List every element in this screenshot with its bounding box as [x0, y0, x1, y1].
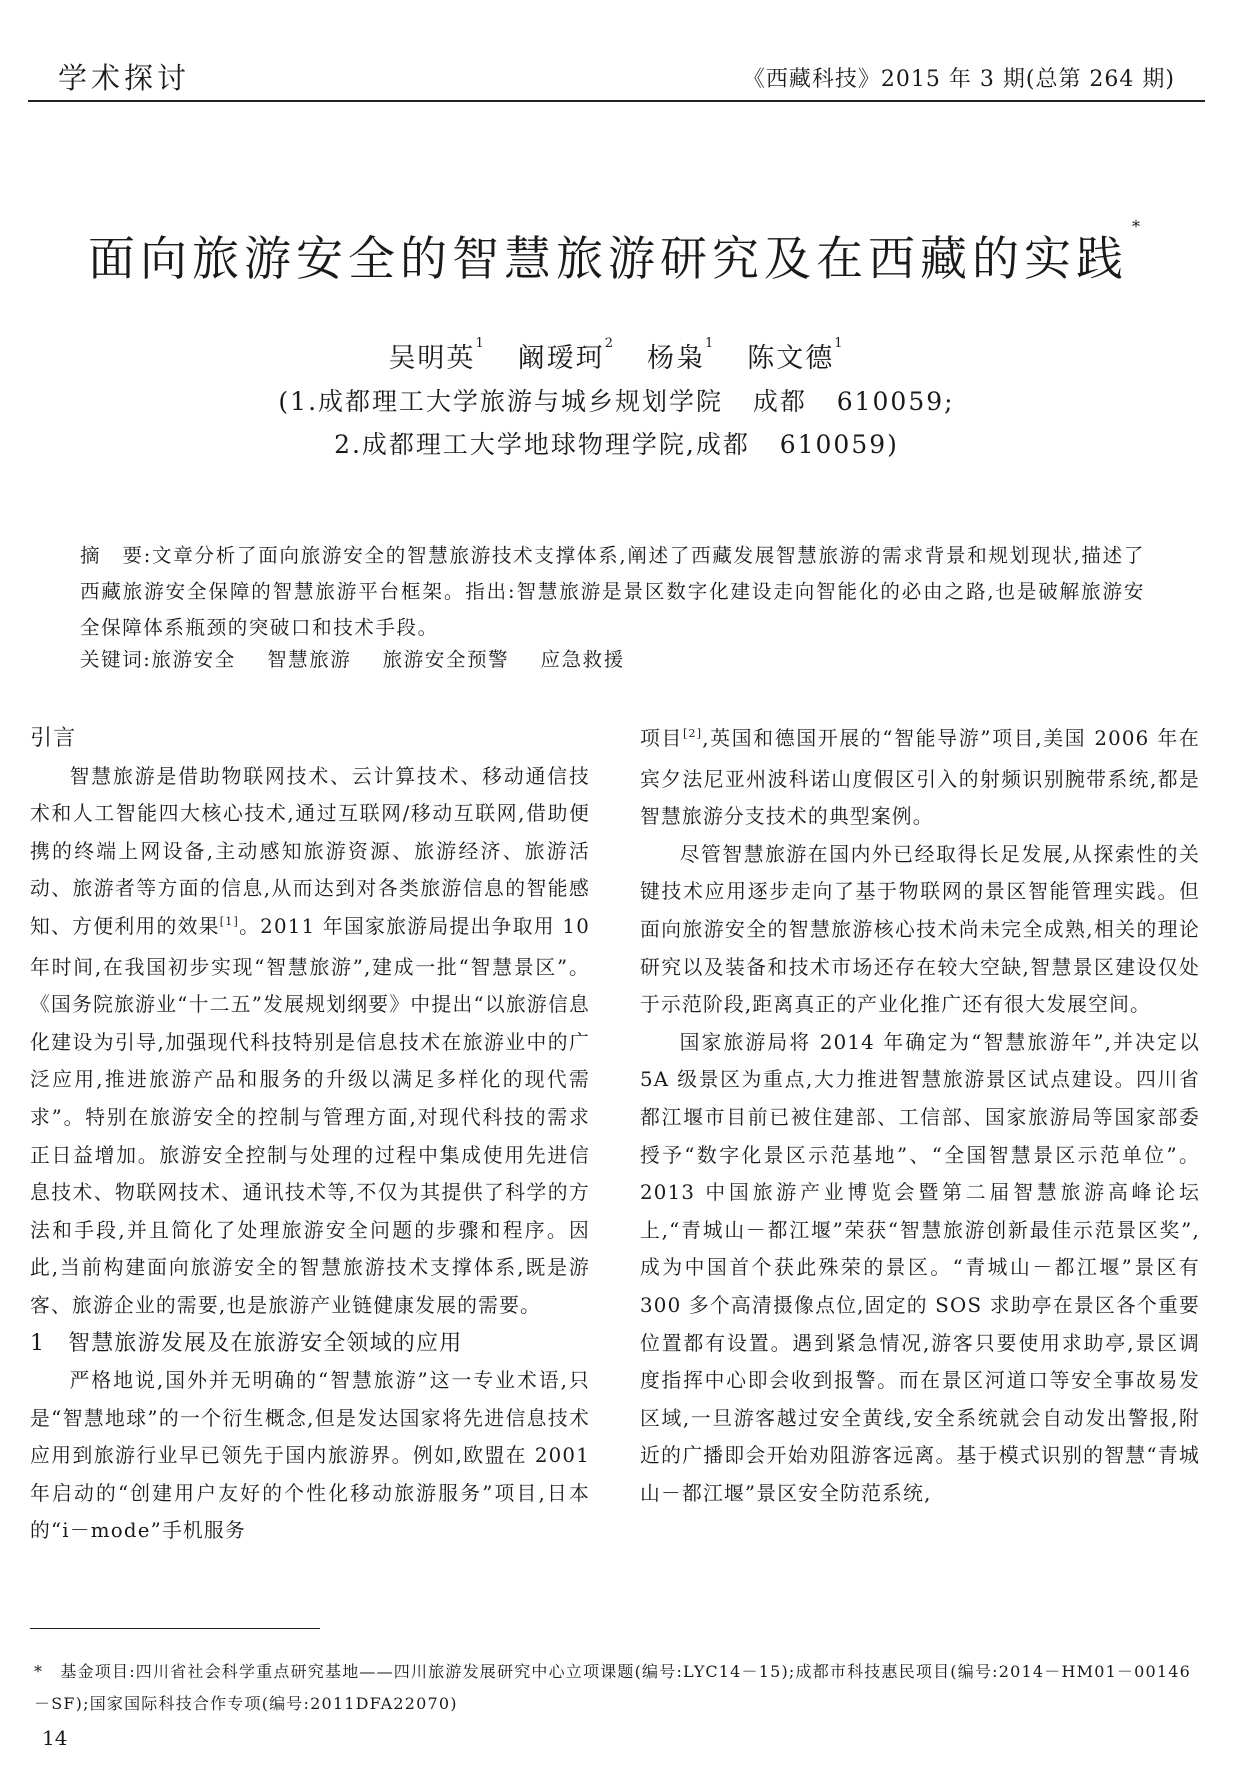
body-paragraph: 国家旅游局将 2014 年确定为“智慧旅游年”,并决定以 5A 级景区为重点,大力推进智慧旅游景区试点建设。四川省都江堰市目前已被住建部、工信部、国家旅游局等国家部委授予“数字化景区示范基地”、“全国智慧景区示范单位”。2013 中国旅游产业博览会暨第二届智慧旅游高峰论坛上,“青城山－都江堰”荣获“智慧旅游创新最佳示范景区奖”,成为中国首个获此殊荣的景区。“青城山－都江堰”景区有 300 多个高清摄像点位,固定的 SOS 求助亭在景区各个重要位置都有设置。遇到紧急情况,游客只要使用求助亭,景区调度指挥中心即会收到报警。而在景区河道口等安全事故易发区域,一旦游客越过安全黄线,安全系统就会自动发出警报,附近的广播即会开始劝阻游客远离。基于模式识别的智慧“青城山－都江堰”景区安全防范系统,	[640, 1030, 1200, 1505]
citation-mark: [1]	[219, 914, 239, 928]
affiliation-2: 2.成都理工大学地球物理学院,成都 610059)	[334, 430, 899, 459]
journal-issue: 《西藏科技》2015 年 3 期(总第 264 期)	[742, 67, 1175, 92]
body-paragraph: 严格地说,国外并无明确的“智慧旅游”这一专业术语,只是“智慧地球”的一个衍生概念,但是发达国家将先进信息技术应用到旅游行业早已领先于国内旅游界。例如,欧盟在 2001 年启动的“创建用户友好的个性化移动旅游服务”项目,日本的“i－mode”手机服务	[30, 1369, 590, 1543]
keywords-text: 旅游安全 智慧旅游 旅游安全预警 应急救援	[151, 648, 625, 671]
affiliation-1: (1.成都理工大学旅游与城乡规划学院 成都 610059;	[278, 387, 955, 416]
page-number: 14	[42, 1726, 68, 1750]
body-paragraph: 尽管智慧旅游在国内外已经取得长足发展,从探索性的关键技术应用逐步走向了基于物联网的景区智能管理实践。但面向旅游安全的智慧旅游核心技术尚未完全成熟,相关的理论研究以及装备和技术市场还存在较大空缺,智慧景区建设仅处于示范阶段,距离真正的产业化推广还有很大发展空间。	[640, 842, 1200, 1017]
author-name: 杨枭	[647, 343, 705, 374]
author-name: 吴明英	[388, 343, 476, 374]
author-list	[0, 336, 1233, 375]
author-affiliation-mark: 1	[705, 336, 716, 351]
title-footnote-mark: *	[1132, 217, 1145, 237]
citation-mark: [2]	[683, 727, 703, 740]
section-1-heading	[30, 1325, 590, 1363]
abstract-text: 文章分析了面向旅游安全的智慧旅游技术支撑体系,阐述了西藏发展智慧旅游的需求背景和规划现状,描述了西藏旅游安全保障的智慧旅游平台框架。指出:智慧旅游是景区数字化建设走向智能化的必由之路,也是破解旅游安全保障体系瓶颈的突破口和技术手段。	[80, 544, 1145, 639]
article-title	[0, 217, 1233, 289]
title-text: 面向旅游安全的智慧旅游研究及在西藏的实践	[88, 232, 1128, 287]
section-title: 智慧旅游发展及在旅游安全领域的应用	[68, 1330, 463, 1356]
intro-paragraph	[30, 758, 590, 1325]
footnote	[34, 1656, 1204, 1720]
header-divider	[28, 100, 1205, 102]
section-label: 学术探讨	[58, 61, 191, 95]
author	[747, 336, 845, 374]
left-column	[30, 720, 590, 1550]
abstract-label: 摘 要:	[80, 544, 152, 567]
author	[517, 336, 615, 374]
body-paragraph-cont	[640, 720, 1200, 836]
author-name: 陈文德	[747, 343, 835, 374]
body-text-cont: ,英国和德国开展的“智能导游”项目,美国 2006 年在宾夕法尼亚州波科诺山度假区引入的射频识别腕带系统,都是智慧旅游分支技术的典型案例。	[640, 727, 1200, 829]
keywords	[80, 644, 1145, 672]
author	[388, 336, 486, 374]
author-affiliation-mark: 1	[475, 336, 486, 351]
right-column	[640, 720, 1200, 1512]
intro-text-cont: 。2011 年国家旅游局提出争取用 10 年时间,在我国初步实现“智慧旅游”,建成一批“智慧景区”。《国务院旅游业“十二五”发展规划纲要》中提出“以旅游信息化建设为引导,加强现代科技特别是信息技术在旅游业中的广泛应用,推进旅游产品和服务的升级以满足多样化的现代需求”。特别在旅游安全的控制与管理方面,对现代科技的需求正日益增加。旅游安全控制与处理的过程中集成使用先进信息技术、物联网技术、通讯技术等,不仅为其提供了科学的方法和手段,并且简化了处理旅游安全问题的步骤和程序。因此,当前构建面向旅游安全的智慧旅游技术支撑体系,既是游客、旅游企业的需要,也是旅游产业链健康发展的需要。	[30, 914, 590, 1317]
abstract	[80, 538, 1145, 646]
keywords-label: 关键词:	[80, 648, 152, 671]
author-affiliation-mark: 1	[834, 336, 845, 351]
footnote-mark: *	[34, 1662, 44, 1681]
author-affiliation-mark: 2	[604, 336, 615, 351]
author	[647, 336, 716, 374]
intro-heading: 引言	[30, 726, 77, 751]
section-number: 1	[30, 1330, 46, 1356]
footnote-text: 基金项目:四川省社会科学重点研究基地——四川旅游发展研究中心立项课题(编号:LYC14－15);成都市科技惠民项目(编号:2014－HM01－00146－SF);国家国际科技合作专项(编号:2011DFA22070)	[34, 1662, 1192, 1713]
intro-text: 智慧旅游是借助物联网技术、云计算技术、移动通信技术和人工智能四大核心技术,通过互联网/移动互联网,借助便携的终端上网设备,主动感知旅游资源、旅游经济、旅游活动、旅游者等方面的信息,从而达到对各类旅游信息的智能感知、方便利用的效果	[30, 764, 590, 938]
footnote-divider	[30, 1628, 320, 1629]
author-name: 阚瑷珂	[517, 343, 605, 374]
body-text: 项目	[640, 727, 684, 750]
